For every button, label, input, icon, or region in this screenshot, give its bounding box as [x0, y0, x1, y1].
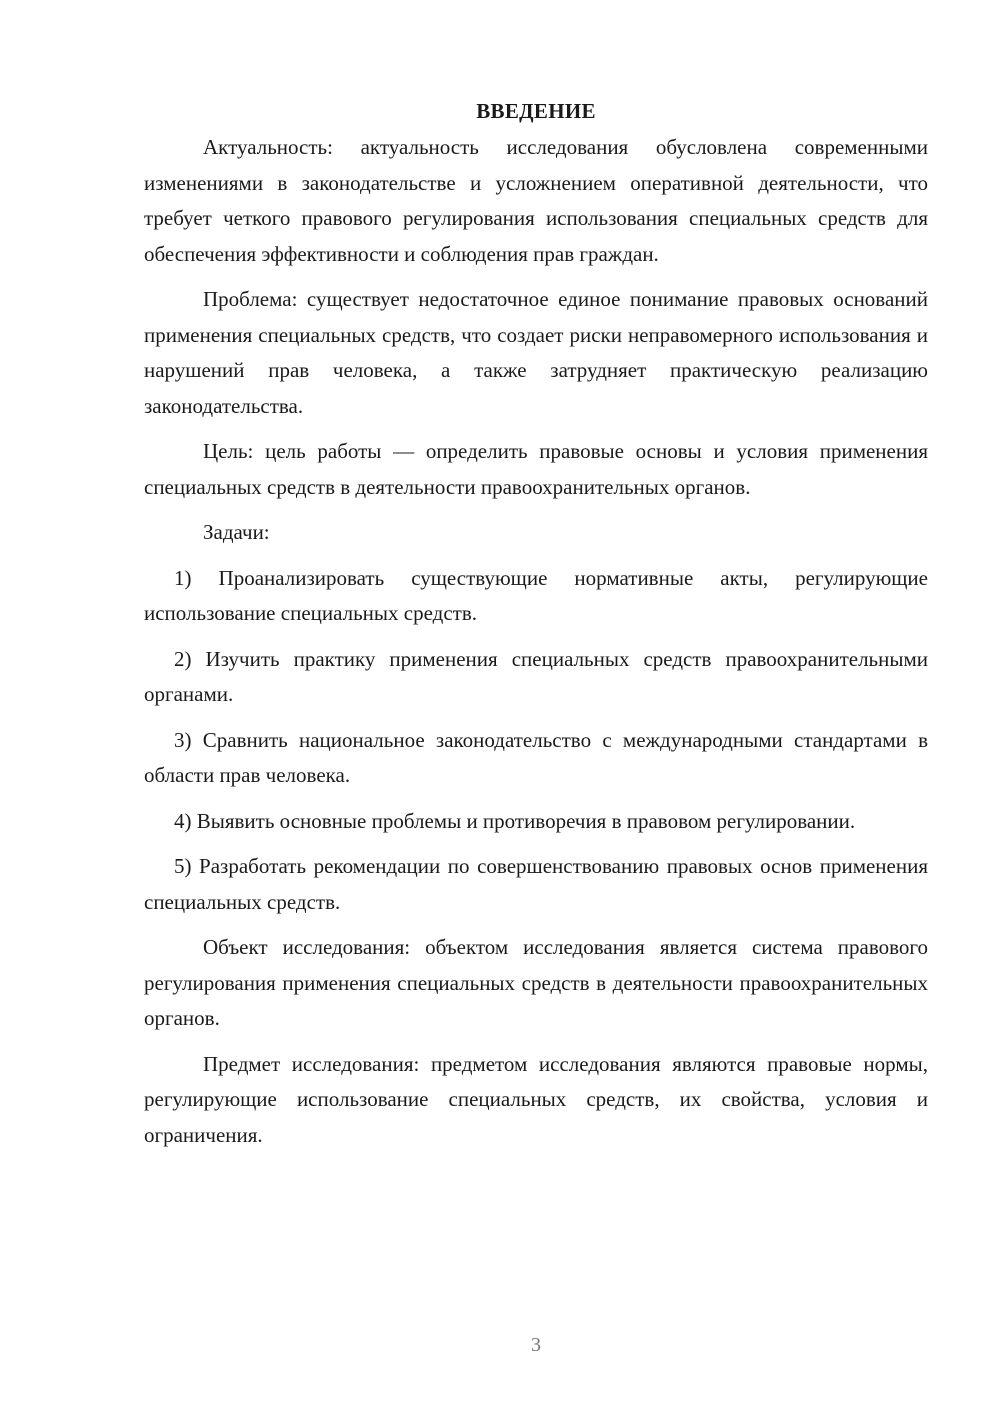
task-item-2: 2) Изучить практику применения специальных средств правоохранительными органами. — [144, 646, 928, 706]
task-item-4: 4) Выявить основные проблемы и противоречия в правовом регулировании. — [174, 808, 856, 833]
paragraph-object: Объект исследования: объектом исследования является система правового регулирования применения специальных средств в деятельности правоохранительных органов. — [144, 935, 928, 1030]
task-item-5: 5) Разработать рекомендации по совершенствованию правовых основ применения специальных средств. — [144, 854, 928, 914]
paragraph-subject: Предмет исследования: предметом исследования являются правовые нормы, регулирующие использование специальных средств, их свойства, условия и ограничения. — [144, 1051, 928, 1147]
task-item-3: 3) Сравнить национальное законодательство с международными стандартами в области прав человека. — [144, 727, 928, 787]
paragraph-goal: Цель: цель работы — определить правовые основы и условия применения специальных средств в деятельности правоохранительных органов. — [144, 439, 928, 499]
tasks-label: Задачи: — [203, 520, 270, 544]
page-title: ВВЕДЕНИЕ — [476, 99, 596, 123]
paragraph-relevance: Актуальность: актуальность исследования обусловлена современными изменениями в законодательстве и усложнением оперативной деятельности, что требует четкого правового регулирования использования специальных средств для обеспечения эффективности и соблюдения прав граждан. — [144, 135, 928, 266]
document-page — [144, 88, 928, 1163]
paragraph-problem: Проблема: существует недостаточное единое понимание правовых оснований применения специальных средств, что создает риски неправомерного использования и нарушений прав человека, а также затрудняет практическую реализацию законодательства. — [144, 287, 928, 418]
task-item-1: 1) Проанализировать существующие нормативные акты, регулирующие использование специальных средств. — [144, 565, 928, 625]
page-number: 3 — [531, 1334, 541, 1356]
